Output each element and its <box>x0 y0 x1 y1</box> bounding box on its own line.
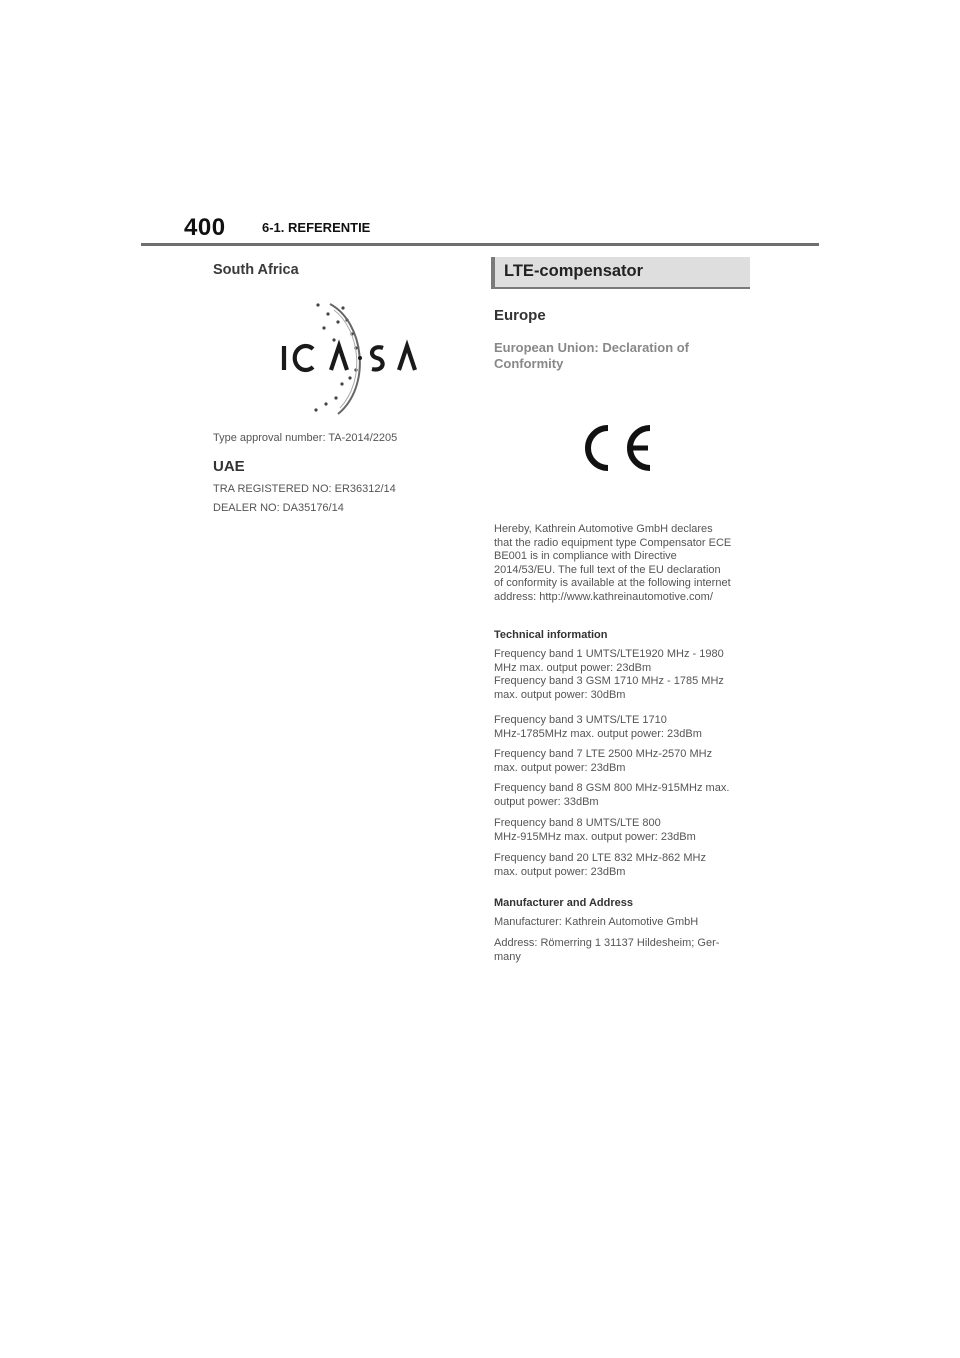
lte-compensator-title: LTE-compensator <box>504 262 644 280</box>
eu-declaration-line: Conformity <box>494 356 564 371</box>
manufacturer-heading: Manufacturer and Address <box>494 897 633 909</box>
eu-declaration-heading <box>494 340 734 372</box>
text-line: Frequency band 1 UMTS/LTE1920 MHz - 1980 <box>494 648 724 660</box>
text-line: MHz-1785MHz max. output power: 23dBm <box>494 727 702 740</box>
dealer-number: DEALER NO: DA35176/14 <box>213 502 344 514</box>
tech-block <box>494 817 750 844</box>
declaration-paragraph <box>494 523 750 605</box>
text-line: MHz max. output power: 23dBm <box>494 661 652 674</box>
uae-heading: UAE <box>213 458 245 475</box>
text-line: Frequency band 20 LTE 832 MHz-862 MHz <box>494 852 706 864</box>
text-line: MHz-915MHz max. output power: 23dBm <box>494 830 696 843</box>
text-line: address: http://www.kathreinautomotive.com/ <box>494 590 713 603</box>
text-line: Frequency band 3 GSM 1710 MHz - 1785 MHz <box>494 675 724 688</box>
ce-mark-icon <box>582 422 660 474</box>
text-line: that the radio equipment type Compensator ECE <box>494 536 732 549</box>
text-line: Hereby, Kathrein Automotive GmbH declares <box>494 523 713 535</box>
technical-information-heading: Technical information <box>494 629 608 641</box>
lte-compensator-box <box>491 257 750 289</box>
text-line: Frequency band 8 UMTS/LTE 800 <box>494 817 661 829</box>
tech-block <box>494 748 750 775</box>
text-line: Frequency band 7 LTE 2500 MHz-2570 MHz <box>494 748 713 760</box>
europe-heading: Europe <box>494 307 546 324</box>
type-approval-number: Type approval number: TA-2014/2205 <box>213 432 398 444</box>
tech-block <box>494 648 750 702</box>
tra-registered-number: TRA REGISTERED NO: ER36312/14 <box>213 483 396 495</box>
left-column <box>213 262 463 278</box>
manufacturer-text: Manufacturer: Kathrein Automotive GmbH <box>494 916 699 928</box>
text-line: 2014/53/EU. The full text of the EU declaration <box>494 563 721 576</box>
tech-block <box>494 782 750 809</box>
south-africa-heading: South Africa <box>213 262 299 278</box>
eu-declaration-line: European Union: Declaration of <box>494 340 690 355</box>
text-line: max. output power: 23dBm <box>494 865 626 878</box>
header-divider <box>141 243 819 246</box>
text-line: output power: 33dBm <box>494 795 599 808</box>
text-line: Frequency band 3 UMTS/LTE 1710 <box>494 714 667 726</box>
text-line: BE001 is in compliance with Directive <box>494 550 677 563</box>
text-line: Address: Römerring 1 31137 Hildesheim; Ger- <box>494 937 720 949</box>
text-line: max. output power: 23dBm <box>494 761 626 774</box>
icasa-logo <box>268 300 423 418</box>
address-text <box>494 937 750 964</box>
tech-block <box>494 852 750 879</box>
text-line: of conformity is available at the following internet <box>494 577 731 590</box>
text-line: max. output power: 30dBm <box>494 688 626 701</box>
section-header: 6-1. REFERENTIE <box>262 220 371 235</box>
page-number: 400 <box>184 214 226 241</box>
text-line: many <box>494 950 521 963</box>
text-line: Frequency band 8 GSM 800 MHz-915MHz max. <box>494 782 730 794</box>
tech-block <box>494 714 750 741</box>
